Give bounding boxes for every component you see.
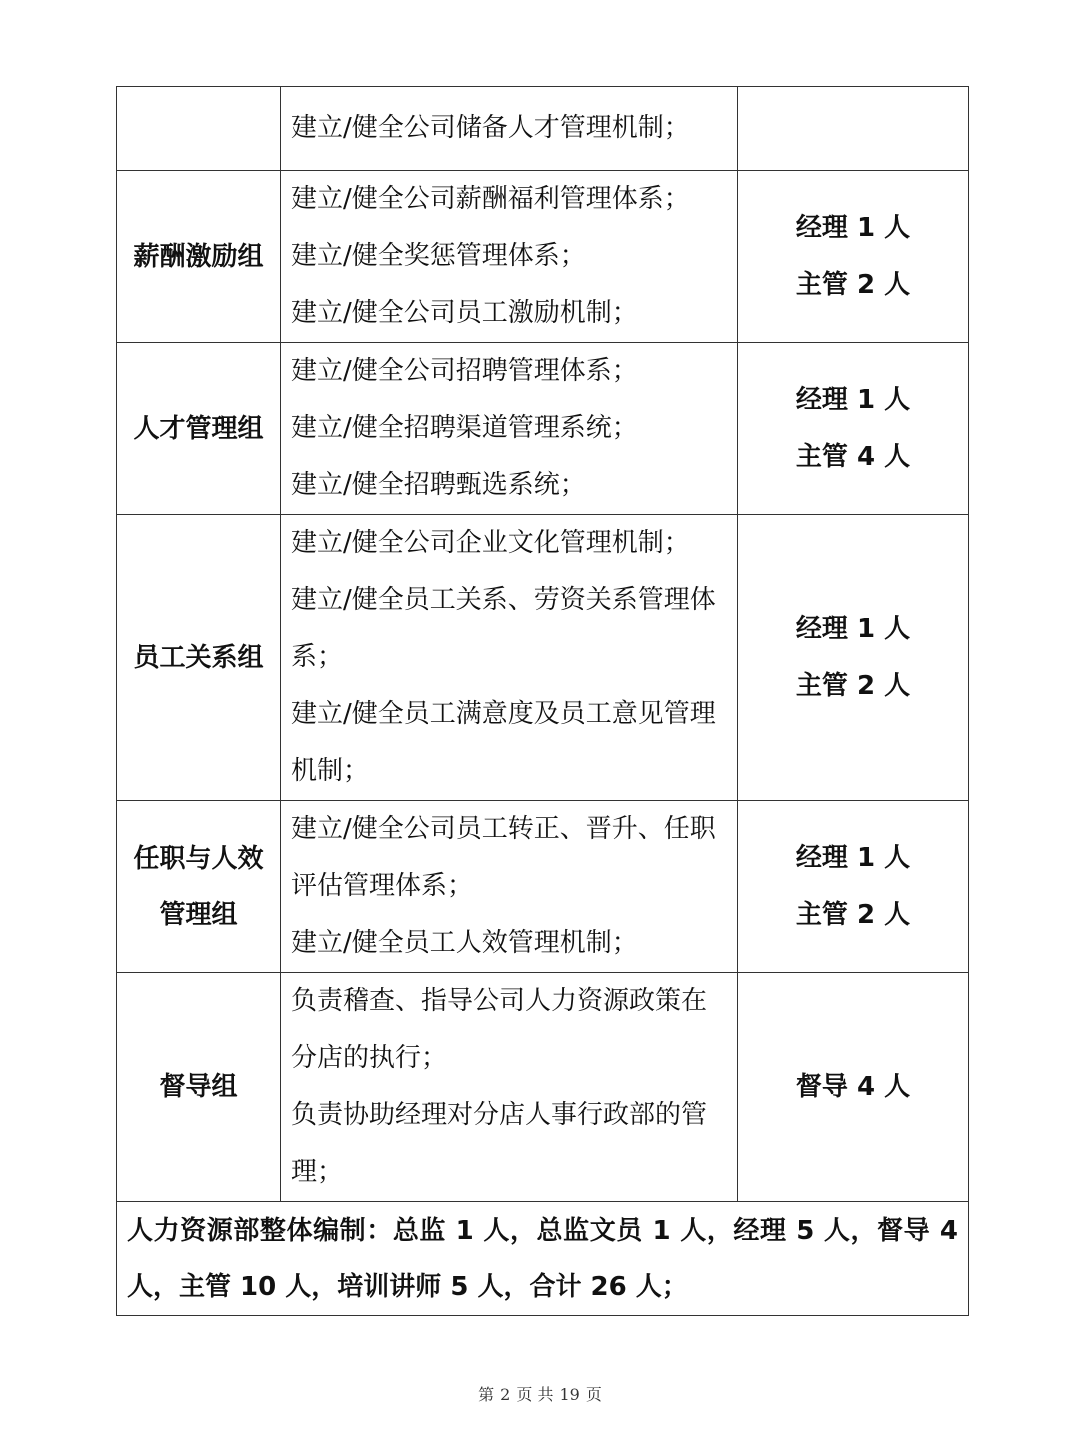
staff-count: 主管 2 人 (795, 899, 911, 930)
summary-text: 人力资源部整体编制：总监 1 人，总监文员 1 人，经理 5 人，督导 4 人，主管 10 人，培训讲师 5 人，合计 26 人； (117, 1202, 969, 1316)
group-name-cell (117, 87, 281, 171)
staff-count: 经理 1 人 (795, 212, 911, 243)
duty-cell (281, 515, 738, 801)
footer-prefix: 第 (478, 1385, 495, 1404)
duty-line: 建立/健全公司招聘管理体系； (291, 356, 638, 386)
footer-middle: 页 共 (516, 1385, 554, 1404)
duty-line: 负责稽查、指导公司人力资源政策在分店的执行； (291, 986, 708, 1073)
staff-count: 主管 2 人 (795, 670, 911, 701)
staff-count: 经理 1 人 (795, 613, 911, 644)
staff-cell (738, 171, 969, 343)
staff-count: 督导 4 人 (795, 1071, 911, 1102)
table-row (117, 973, 969, 1202)
table-row (117, 515, 969, 801)
group-name-cell: 任职与人效管理组 (117, 801, 281, 973)
group-name-cell: 薪酬激励组 (117, 171, 281, 343)
duty-cell (281, 343, 738, 515)
duty-cell (281, 973, 738, 1202)
duty-cell (281, 801, 738, 973)
staff-cell (738, 973, 969, 1202)
duty-line: 建立/健全公司企业文化管理机制； (291, 528, 690, 558)
table-row (117, 343, 969, 515)
table-row (117, 87, 969, 171)
staff-count: 主管 4 人 (795, 441, 911, 472)
current-page-number: 2 (500, 1385, 511, 1404)
duty-line: 建立/健全公司员工转正、晋升、任职评估管理体系； (291, 814, 716, 901)
staff-count: 经理 1 人 (795, 842, 911, 873)
page-footer (0, 1382, 1080, 1405)
staff-cell (738, 515, 969, 801)
group-name-cell: 督导组 (117, 973, 281, 1202)
footer-suffix: 页 (585, 1385, 602, 1404)
group-name-cell: 人才管理组 (117, 343, 281, 515)
duty-line: 建立/健全员工关系、劳资关系管理体系； (291, 585, 716, 672)
summary-row (117, 1202, 969, 1316)
staff-cell (738, 801, 969, 973)
duty-line: 建立/健全公司薪酬福利管理体系； (291, 184, 690, 214)
duty-cell (281, 171, 738, 343)
group-name-cell: 员工关系组 (117, 515, 281, 801)
duty-line: 建立/健全员工人效管理机制； (291, 928, 638, 958)
duty-line: 建立/健全员工满意度及员工意见管理机制； (291, 699, 716, 786)
org-table (116, 86, 969, 1316)
duty-line: 建立/健全公司员工激励机制； (291, 298, 638, 328)
duty-line: 建立/健全招聘渠道管理系统； (291, 413, 638, 443)
table-row (117, 171, 969, 343)
duty-cell (281, 87, 738, 171)
duty-line: 负责协助经理对分店人事行政部的管理； (291, 1100, 708, 1187)
table-row (117, 801, 969, 973)
duty-line: 建立/健全奖惩管理体系； (291, 241, 586, 271)
staff-cell (738, 87, 969, 171)
duty-line: 建立/健全公司储备人才管理机制； (291, 113, 690, 143)
total-pages-number: 19 (559, 1385, 580, 1404)
duty-line: 建立/健全招聘甄选系统； (291, 470, 586, 500)
staff-count: 经理 1 人 (795, 384, 911, 415)
staff-cell (738, 343, 969, 515)
staff-count: 主管 2 人 (795, 269, 911, 300)
